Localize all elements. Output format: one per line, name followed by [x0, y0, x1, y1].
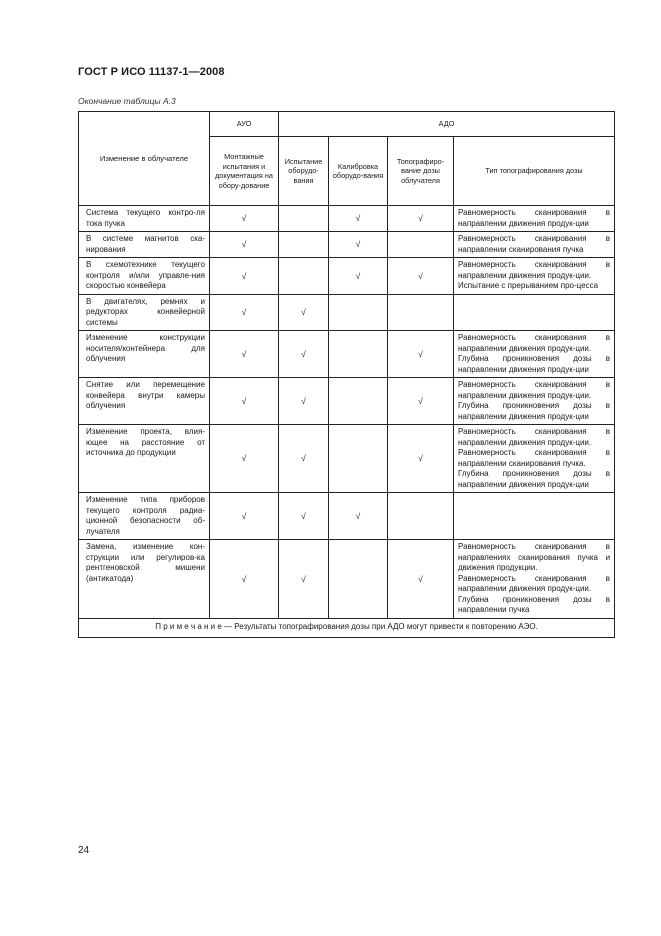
document-title: ГОСТ Р ИСО 11137-1—2008 [78, 66, 225, 78]
change-description: В системе магнитов ска-нирования [79, 232, 210, 258]
check-topography [388, 493, 454, 540]
change-description: Замена, изменение кон-струкции или регулиров-ка рентгеновской мишени (антикатода) [79, 540, 210, 619]
check-calibration [329, 425, 388, 493]
table-note: П р и м е ч а н и е — Результаты топографирования дозы при АДО могут привести к повторению АЭО. [79, 618, 615, 637]
check-mounting: √ [210, 294, 279, 331]
topography-type-line: Глубина проникновения дозы в направлении движения продук-ции [458, 354, 611, 374]
check-testing: √ [279, 331, 329, 378]
topography-type [454, 258, 615, 295]
note-row [79, 618, 615, 637]
change-description: Система текущего контро-ля тока пучка [79, 206, 210, 232]
table-row [79, 378, 615, 425]
topography-type [454, 331, 615, 378]
check-calibration: √ [329, 258, 388, 295]
check-testing [279, 232, 329, 258]
table-row [79, 425, 615, 493]
table-row [79, 331, 615, 378]
topography-type-line: Равномерность сканирования в направлении сканирования пучка [458, 234, 611, 254]
check-mounting: √ [210, 540, 279, 619]
check-topography [388, 294, 454, 331]
check-topography: √ [388, 425, 454, 493]
check-testing: √ [279, 425, 329, 493]
topography-type-line: Равномерность сканирования в направлениях сканирования пучка и движения продукции. [458, 542, 611, 572]
table-row [79, 540, 615, 619]
check-calibration [329, 540, 388, 619]
check-mounting: √ [210, 331, 279, 378]
header-change: Изменение в облучателе [79, 112, 210, 206]
page-number: 24 [78, 845, 90, 856]
header-testing: Испытание оборудо-вания [279, 137, 329, 206]
topography-type [454, 540, 615, 619]
check-testing [279, 258, 329, 295]
topography-type-line: Глубина проникновения дозы в направлении движения продук-ции [458, 469, 611, 489]
check-topography: √ [388, 540, 454, 619]
table-row [79, 206, 615, 232]
topography-type [454, 493, 615, 540]
check-calibration [329, 378, 388, 425]
check-mounting: √ [210, 378, 279, 425]
check-testing: √ [279, 493, 329, 540]
check-testing [279, 206, 329, 232]
change-description: Изменение конструкции носителя/контейнера для облучения [79, 331, 210, 378]
table-row [79, 294, 615, 331]
check-topography: √ [388, 258, 454, 295]
topography-type [454, 294, 615, 331]
topography-type [454, 206, 615, 232]
check-topography: √ [388, 331, 454, 378]
topography-type [454, 425, 615, 493]
change-description: Изменение типа приборов текущего контроля радиа-ционной безопасности об-лучателя [79, 493, 210, 540]
table-header-row [79, 112, 615, 137]
topography-type-line: Равномерность сканирования в направлении движения продук-ции [458, 208, 611, 228]
topography-type-line: Равномерность сканирования в направлении движения продук-ции. [458, 260, 611, 280]
change-description: Изменение проекта, влия-ющее на расстояние от источника до продукции [79, 425, 210, 493]
header-ayo: АУО [210, 112, 279, 137]
topography-type-line: Испытание с прерыванием про-цесса [458, 281, 599, 290]
topography-type-line: Глубина проникновения дозы в направлении пучка [458, 594, 611, 614]
check-mounting: √ [210, 493, 279, 540]
table-caption: Окончание таблицы А.3 [78, 96, 176, 106]
header-mounting: Монтажные испытания и документация на обору-дование [210, 137, 279, 206]
check-testing: √ [279, 540, 329, 619]
header-calibration: Калибровка оборудо-вания [329, 137, 388, 206]
change-description: В двигателях, ремнях и редукторах конвейерной системы [79, 294, 210, 331]
check-mounting: √ [210, 425, 279, 493]
check-calibration [329, 331, 388, 378]
topography-type-line: Равномерность сканирования в направлении движения продук-ции. [458, 573, 611, 593]
check-testing: √ [279, 378, 329, 425]
check-calibration: √ [329, 206, 388, 232]
check-mounting: √ [210, 258, 279, 295]
table-row [79, 232, 615, 258]
change-description: В схемотехнике текущего контроля и/или управле-ния скоростью конвейера [79, 258, 210, 295]
check-testing: √ [279, 294, 329, 331]
change-description: Снятие или перемещение конвейера внутри камеры облучения [79, 378, 210, 425]
check-calibration [329, 294, 388, 331]
topography-type-line: Равномерность сканирования в направлении движения продук-ции. [458, 333, 611, 353]
check-calibration: √ [329, 493, 388, 540]
topography-type-line: Равномерность сканирования в направлении движения продук-ции. [458, 380, 611, 400]
topography-type [454, 232, 615, 258]
topography-type-line: Глубина проникновения дозы в направлении движения продук-ции [458, 401, 611, 421]
check-topography [388, 232, 454, 258]
check-calibration: √ [329, 232, 388, 258]
header-topography: Топографиро-вание дозы облучателя [388, 137, 454, 206]
validation-table [78, 111, 615, 638]
check-mounting: √ [210, 232, 279, 258]
topography-type [454, 378, 615, 425]
topography-type-line: Равномерность сканирования в направлении движения продук-ции. [458, 427, 611, 447]
table-row [79, 258, 615, 295]
check-topography: √ [388, 378, 454, 425]
check-mounting: √ [210, 206, 279, 232]
header-ado: АДО [279, 112, 615, 137]
table-body [79, 206, 615, 619]
table-row [79, 493, 615, 540]
header-type: Тип топографирования дозы [454, 137, 615, 206]
topography-type-line: Равномерность сканирования в направлении сканирования пучка. [458, 448, 611, 468]
check-topography: √ [388, 206, 454, 232]
